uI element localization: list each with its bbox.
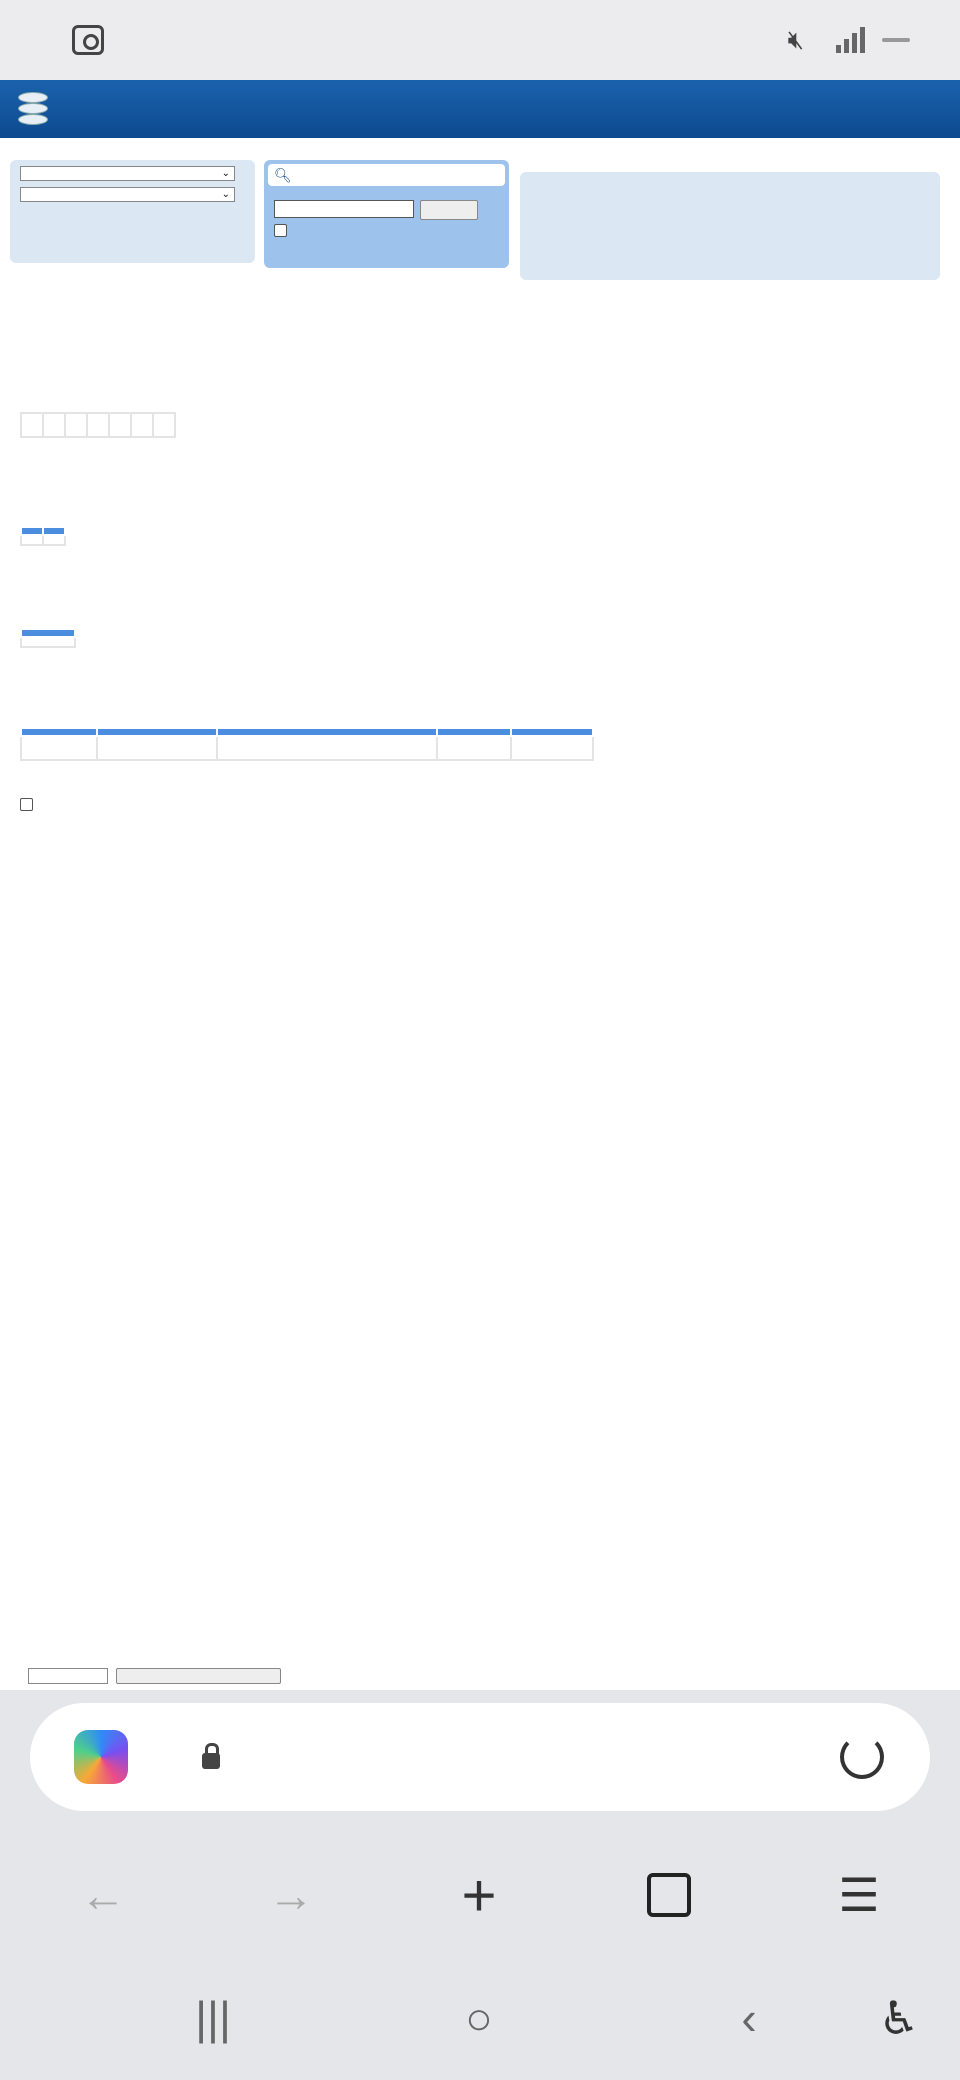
general-row (530, 246, 930, 268)
newest-row (530, 180, 930, 202)
search-input[interactable] (274, 200, 414, 218)
other-row (530, 224, 930, 246)
quick-search-panel (264, 160, 509, 268)
recent-apps-icon[interactable]: ||| (195, 1992, 231, 2044)
chevron-down-icon: ⌄ (221, 189, 230, 200)
search-button[interactable] (420, 200, 478, 220)
mute-icon: 🔇︎ (787, 24, 804, 54)
forward-icon[interactable]: → (268, 1869, 314, 1921)
search-icon: 🔍︎ (274, 166, 292, 183)
generation-selector (20, 878, 96, 909)
battery-indicator (882, 38, 910, 42)
accessibility-icon[interactable]: ♿︎ (878, 1992, 920, 2044)
address-bar[interactable] (30, 1703, 930, 1811)
new-tab-icon[interactable]: + (461, 1861, 497, 1929)
domestic-only-checkbox[interactable] (274, 224, 287, 237)
site-header (0, 80, 960, 138)
quick-links-panel (520, 172, 940, 280)
other-parent-form (20, 1668, 281, 1684)
copilot-icon[interactable] (74, 1730, 128, 1784)
reg-number (21, 535, 43, 545)
basic-info-table (20, 413, 176, 438)
inbreeding-info (22, 922, 942, 933)
extra-info-table (20, 526, 66, 546)
menu-icon[interactable]: ☰ (838, 1869, 880, 1921)
build-pedigree-button[interactable] (116, 1668, 281, 1684)
home-icon[interactable]: ○ (465, 1992, 493, 2044)
system-back-icon[interactable]: ‹ (741, 1992, 757, 2044)
back-icon[interactable]: ← (80, 1869, 126, 1921)
breed-select[interactable] (20, 187, 235, 202)
owner-table (20, 628, 76, 648)
pedigree-table (20, 958, 940, 1655)
system-nav (0, 1985, 960, 2051)
chevron-down-icon: ⌄ (221, 168, 230, 179)
health-table (20, 727, 594, 761)
status-bar (0, 0, 960, 80)
stats-row (530, 202, 930, 224)
verbal-reviews-checkbox (20, 798, 33, 811)
verbal-reviews-toggle[interactable] (20, 798, 37, 811)
other-parent-input[interactable] (28, 1668, 108, 1684)
breed-filter-panel (10, 160, 255, 263)
lock-icon (202, 1753, 220, 1769)
reload-icon[interactable] (840, 1735, 884, 1779)
tabs-button[interactable] (636, 1862, 702, 1928)
screenshot-icon (72, 25, 104, 55)
signal-icon (836, 27, 866, 53)
group-select[interactable] (20, 166, 235, 181)
browser-nav (0, 1862, 960, 1928)
database-icon (18, 92, 48, 126)
owner-name (21, 637, 75, 647)
